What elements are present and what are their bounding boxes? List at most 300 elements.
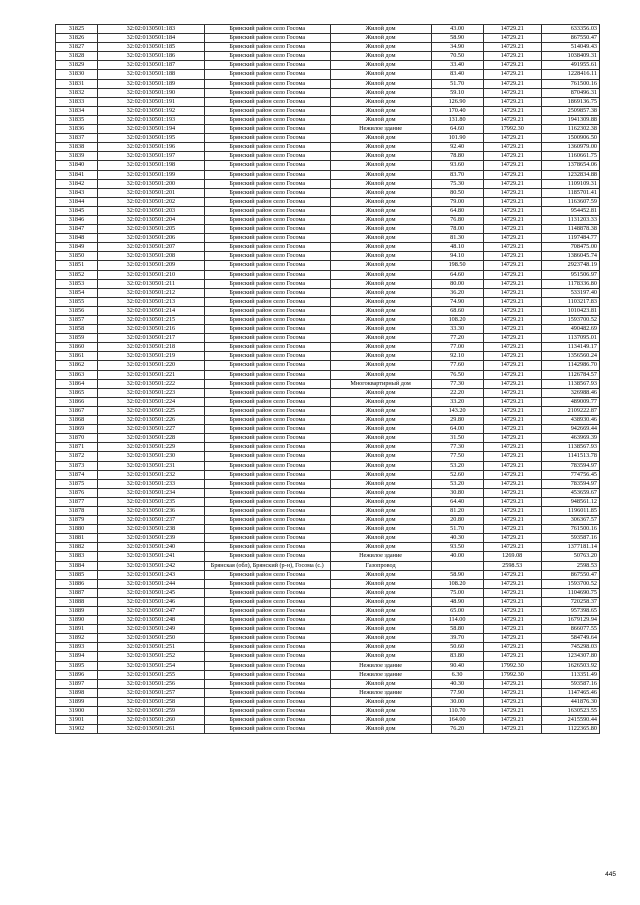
cell-value: 954452.81 (541, 206, 599, 215)
table-row (56, 61, 600, 70)
cell-row-number: 31851 (56, 261, 98, 270)
cell-area: 29.80 (431, 416, 483, 425)
cell-area (431, 561, 483, 570)
cell-value: 951506.97 (541, 270, 599, 279)
cell-row-number: 31869 (56, 425, 98, 434)
cell-address: Брянский район село Госома (205, 79, 331, 88)
cell-rate: 14729.21 (483, 152, 541, 161)
cell-address: Брянский район село Госома (205, 470, 331, 479)
table-row (56, 661, 600, 670)
cell-value: 761500.16 (541, 79, 599, 88)
cell-value: 1630523.55 (541, 707, 599, 716)
cell-rate: 17992.30 (483, 661, 541, 670)
cell-value: 1500906.50 (541, 134, 599, 143)
cell-row-number: 31849 (56, 243, 98, 252)
cell-value: 1134149.17 (541, 343, 599, 352)
cell-area: 58.80 (431, 625, 483, 634)
table-row (56, 670, 600, 679)
cell-area: 64.60 (431, 125, 483, 134)
cell-object-type: Жилой дом (330, 652, 431, 661)
cell-rate: 14729.21 (483, 607, 541, 616)
cell-value: 1010423.81 (541, 306, 599, 315)
cell-row-number: 31860 (56, 343, 98, 352)
cell-area: 77.30 (431, 379, 483, 388)
table-row (56, 388, 600, 397)
cell-rate: 14729.21 (483, 434, 541, 443)
cell-object-type: Жилой дом (330, 215, 431, 224)
cell-cadastral-number: 32:02:0130501:245 (97, 588, 204, 597)
cell-area: 34.90 (431, 43, 483, 52)
cell-object-type: Нежилое здание (330, 670, 431, 679)
cell-area: 68.60 (431, 306, 483, 315)
cell-row-number: 31866 (56, 397, 98, 406)
cell-rate: 14729.21 (483, 361, 541, 370)
cell-address: Брянский район село Госома (205, 488, 331, 497)
cell-value: 1196011.85 (541, 506, 599, 515)
cell-rate: 14729.21 (483, 161, 541, 170)
cell-cadastral-number: 32:02:0130501:196 (97, 143, 204, 152)
cell-rate: 14729.21 (483, 279, 541, 288)
cell-value: 441876.30 (541, 697, 599, 706)
table-row (56, 252, 600, 261)
cell-area: 43.00 (431, 25, 483, 34)
cell-address: Брянский район село Госома (205, 552, 331, 561)
table-row (56, 679, 600, 688)
cell-object-type: Жилой дом (330, 543, 431, 552)
cell-address: Брянский район село Госома (205, 106, 331, 115)
cell-address: Брянский район село Госома (205, 288, 331, 297)
cell-object-type: Жилой дом (330, 225, 431, 234)
cell-row-number: 31853 (56, 279, 98, 288)
table-row (56, 588, 600, 597)
cell-object-type: Жилой дом (330, 106, 431, 115)
cell-area: 39.70 (431, 634, 483, 643)
cell-address: Брянский район село Госома (205, 616, 331, 625)
cell-row-number: 31877 (56, 497, 98, 506)
cell-cadastral-number: 32:02:0130501:208 (97, 252, 204, 261)
cell-row-number: 31842 (56, 179, 98, 188)
cell-address: Брянский район село Госома (205, 579, 331, 588)
cell-object-type: Жилой дом (330, 161, 431, 170)
cell-area: 20.80 (431, 516, 483, 525)
cell-cadastral-number: 32:02:0130501:220 (97, 361, 204, 370)
cell-value: 1148878.38 (541, 225, 599, 234)
cell-row-number: 31825 (56, 25, 98, 34)
cell-row-number: 31858 (56, 325, 98, 334)
cell-cadastral-number: 32:02:0130501:207 (97, 243, 204, 252)
cell-rate: 14729.21 (483, 106, 541, 115)
cell-object-type: Жилой дом (330, 470, 431, 479)
cell-area: 79.00 (431, 197, 483, 206)
cell-object-type: Жилой дом (330, 334, 431, 343)
cell-address: Брянский район село Госома (205, 516, 331, 525)
table-row (56, 279, 600, 288)
cell-row-number: 31898 (56, 688, 98, 697)
cell-value: 113351.49 (541, 670, 599, 679)
cell-area: 75.30 (431, 179, 483, 188)
cell-address: Брянский район село Госома (205, 179, 331, 188)
table-row (56, 488, 600, 497)
cell-area: 40.00 (431, 552, 483, 561)
cell-area: 59.10 (431, 88, 483, 97)
cell-value: 463969.39 (541, 434, 599, 443)
cell-address: Брянский район село Госома (205, 279, 331, 288)
cell-address: Брянский район село Госома (205, 34, 331, 43)
cell-object-type: Жилой дом (330, 143, 431, 152)
cell-area: 94.10 (431, 252, 483, 261)
cell-value: 489009.77 (541, 397, 599, 406)
cell-address: Брянский район село Госома (205, 543, 331, 552)
cell-object-type: Жилой дом (330, 607, 431, 616)
cell-rate: 14729.21 (483, 506, 541, 515)
cell-value: 2923748.19 (541, 261, 599, 270)
cell-rate: 14729.21 (483, 643, 541, 652)
cell-object-type: Жилой дом (330, 388, 431, 397)
cell-address: Брянский район село Госома (205, 506, 331, 515)
cell-value: 745298.03 (541, 643, 599, 652)
cell-rate: 14729.21 (483, 334, 541, 343)
cell-address: Брянский район село Госома (205, 416, 331, 425)
cell-rate: 1269.08 (483, 552, 541, 561)
cell-cadastral-number: 32:02:0130501:238 (97, 525, 204, 534)
cell-value: 1377181.14 (541, 543, 599, 552)
cell-rate: 14729.21 (483, 543, 541, 552)
cell-value: 1162302.38 (541, 125, 599, 134)
cell-value: 1197484.77 (541, 234, 599, 243)
cell-object-type: Жилой дом (330, 570, 431, 579)
cell-area: 164.00 (431, 716, 483, 725)
cell-rate: 14729.21 (483, 652, 541, 661)
cell-rate: 14729.21 (483, 206, 541, 215)
cell-object-type: Нежилое здание (330, 125, 431, 134)
cell-value: 1178336.80 (541, 279, 599, 288)
cell-area: 52.60 (431, 470, 483, 479)
cell-area: 92.10 (431, 352, 483, 361)
cell-value: 870496.31 (541, 88, 599, 97)
cell-area: 40.30 (431, 534, 483, 543)
cell-area: 170.40 (431, 106, 483, 115)
table-row (56, 79, 600, 88)
cell-rate: 14729.21 (483, 170, 541, 179)
cell-cadastral-number: 32:02:0130501:250 (97, 634, 204, 643)
table-row (56, 161, 600, 170)
table-row (56, 115, 600, 124)
table-row (56, 416, 600, 425)
cell-object-type: Жилой дом (330, 288, 431, 297)
cell-object-type: Жилой дом (330, 516, 431, 525)
cell-rate: 14729.21 (483, 61, 541, 70)
table-row (56, 461, 600, 470)
cell-area: 92.40 (431, 143, 483, 152)
cell-value: 1141513.78 (541, 452, 599, 461)
cell-cadastral-number: 32:02:0130501:225 (97, 406, 204, 415)
cell-row-number: 31830 (56, 70, 98, 79)
cell-rate: 14729.21 (483, 197, 541, 206)
cell-area: 33.20 (431, 397, 483, 406)
cell-rate: 14729.21 (483, 488, 541, 497)
cell-cadastral-number: 32:02:0130501:205 (97, 225, 204, 234)
cell-cadastral-number: 32:02:0130501:257 (97, 688, 204, 697)
table-row (56, 25, 600, 34)
cell-object-type: Жилой дом (330, 88, 431, 97)
cell-cadastral-number: 32:02:0130501:230 (97, 452, 204, 461)
cell-value: 720258.37 (541, 597, 599, 606)
cell-cadastral-number: 32:02:0130501:254 (97, 661, 204, 670)
cell-address: Брянский район село Госома (205, 697, 331, 706)
cell-rate: 14729.21 (483, 297, 541, 306)
cell-address: Брянский район село Госома (205, 52, 331, 61)
cell-value: 1593700.52 (541, 316, 599, 325)
cell-row-number: 31867 (56, 406, 98, 415)
cell-area: 83.80 (431, 652, 483, 661)
cadastral-table-body (56, 25, 600, 734)
cell-rate: 14729.21 (483, 261, 541, 270)
cell-object-type: Жилой дом (330, 434, 431, 443)
cell-row-number: 31892 (56, 634, 98, 643)
cell-address: Брянский район село Госома (205, 197, 331, 206)
cell-cadastral-number: 32:02:0130501:247 (97, 607, 204, 616)
table-row (56, 634, 600, 643)
cell-row-number: 31828 (56, 52, 98, 61)
cell-rate: 14729.21 (483, 70, 541, 79)
cell-address: Брянская (обл), Брянский (р-н), Госома (с.) (205, 561, 331, 570)
cell-cadastral-number: 32:02:0130501:251 (97, 643, 204, 652)
cell-rate: 14729.21 (483, 52, 541, 61)
cell-rate: 14729.21 (483, 288, 541, 297)
cell-rate: 14729.21 (483, 697, 541, 706)
cell-object-type: Жилой дом (330, 525, 431, 534)
table-row (56, 297, 600, 306)
table-row (56, 497, 600, 506)
table-row (56, 470, 600, 479)
cell-rate: 14729.21 (483, 370, 541, 379)
cell-area: 74.90 (431, 297, 483, 306)
cell-value: 1138567.93 (541, 379, 599, 388)
cell-cadastral-number: 32:02:0130501:213 (97, 297, 204, 306)
cell-cadastral-number: 32:02:0130501:235 (97, 497, 204, 506)
table-row (56, 170, 600, 179)
cell-area: 40.30 (431, 679, 483, 688)
cell-object-type: Жилой дом (330, 206, 431, 215)
cell-value: 942669.44 (541, 425, 599, 434)
cell-value: 867550.47 (541, 570, 599, 579)
table-row (56, 270, 600, 279)
cell-row-number: 31895 (56, 661, 98, 670)
cell-cadastral-number: 32:02:0130501:212 (97, 288, 204, 297)
cell-object-type: Жилой дом (330, 152, 431, 161)
cell-object-type: Многоквартирный дом (330, 379, 431, 388)
cell-area: 80.00 (431, 279, 483, 288)
cell-area: 48.10 (431, 243, 483, 252)
cell-object-type: Жилой дом (330, 270, 431, 279)
cell-area: 76.50 (431, 370, 483, 379)
table-row (56, 506, 600, 515)
cell-row-number: 31865 (56, 388, 98, 397)
cell-cadastral-number: 32:02:0130501:215 (97, 316, 204, 325)
table-row (56, 334, 600, 343)
table-row (56, 607, 600, 616)
cell-object-type: Жилой дом (330, 25, 431, 34)
cell-row-number: 31887 (56, 588, 98, 597)
cell-object-type: Нежилое здание (330, 552, 431, 561)
cell-area: 101.90 (431, 134, 483, 143)
cell-object-type: Жилой дом (330, 261, 431, 270)
cell-value: 1131203.33 (541, 215, 599, 224)
table-row (56, 579, 600, 588)
table-row (56, 552, 600, 561)
cell-value: 1232834.88 (541, 170, 599, 179)
cell-row-number: 31846 (56, 215, 98, 224)
table-row (56, 434, 600, 443)
cell-row-number: 31900 (56, 707, 98, 716)
cell-cadastral-number: 32:02:0130501:216 (97, 325, 204, 334)
cell-row-number: 31868 (56, 416, 98, 425)
cell-object-type: Жилой дом (330, 625, 431, 634)
cell-cadastral-number: 32:02:0130501:246 (97, 597, 204, 606)
cell-row-number: 31844 (56, 197, 98, 206)
table-row (56, 625, 600, 634)
cell-cadastral-number: 32:02:0130501:224 (97, 397, 204, 406)
cell-area: 75.00 (431, 588, 483, 597)
cell-object-type: Жилой дом (330, 79, 431, 88)
cell-rate: 14729.21 (483, 425, 541, 434)
cell-value: 1593700.52 (541, 579, 599, 588)
cell-row-number: 31862 (56, 361, 98, 370)
table-row (56, 143, 600, 152)
cell-area: 36.20 (431, 288, 483, 297)
cell-rate: 14729.21 (483, 634, 541, 643)
cell-cadastral-number: 32:02:0130501:185 (97, 43, 204, 52)
cell-address: Брянский район село Госома (205, 25, 331, 34)
cell-rate: 14729.21 (483, 497, 541, 506)
cell-object-type: Жилой дом (330, 452, 431, 461)
cell-rate: 14729.21 (483, 88, 541, 97)
cell-value: 1109109.31 (541, 179, 599, 188)
cell-object-type: Жилой дом (330, 134, 431, 143)
cell-area: 114.00 (431, 616, 483, 625)
cell-area: 64.60 (431, 270, 483, 279)
cell-address: Брянский район село Госома (205, 525, 331, 534)
table-row (56, 479, 600, 488)
cell-rate: 14729.21 (483, 397, 541, 406)
cell-row-number: 31894 (56, 652, 98, 661)
cell-area: 48.90 (431, 597, 483, 606)
cell-cadastral-number: 32:02:0130501:242 (97, 561, 204, 570)
page-number: 445 (605, 871, 616, 878)
cell-area: 83.40 (431, 70, 483, 79)
cell-rate: 14729.21 (483, 570, 541, 579)
table-row (56, 616, 600, 625)
cell-cadastral-number: 32:02:0130501:261 (97, 725, 204, 734)
cell-address: Брянский район село Госома (205, 570, 331, 579)
table-row (56, 343, 600, 352)
cell-row-number: 31882 (56, 543, 98, 552)
cell-area: 110.70 (431, 707, 483, 716)
cell-address: Брянский район село Госома (205, 43, 331, 52)
cell-row-number: 31886 (56, 579, 98, 588)
cell-cadastral-number: 32:02:0130501:197 (97, 152, 204, 161)
cell-value: 1163607.59 (541, 197, 599, 206)
cell-cadastral-number: 32:02:0130501:248 (97, 616, 204, 625)
cell-rate: 14729.21 (483, 134, 541, 143)
cell-rate: 14729.21 (483, 379, 541, 388)
cell-area: 81.30 (431, 234, 483, 243)
cell-cadastral-number: 32:02:0130501:217 (97, 334, 204, 343)
cell-value: 1104690.75 (541, 588, 599, 597)
cell-value: 1941309.88 (541, 115, 599, 124)
table-row (56, 370, 600, 379)
cell-area: 143.20 (431, 406, 483, 415)
cell-cadastral-number: 32:02:0130501:226 (97, 416, 204, 425)
cell-value: 1356560.24 (541, 352, 599, 361)
cell-rate: 14729.21 (483, 579, 541, 588)
cell-cadastral-number: 32:02:0130501:231 (97, 461, 204, 470)
table-row (56, 261, 600, 270)
cell-cadastral-number: 32:02:0130501:183 (97, 25, 204, 34)
cell-address: Брянский район село Госома (205, 152, 331, 161)
cell-address: Брянский район село Госома (205, 607, 331, 616)
table-row (56, 406, 600, 415)
cell-cadastral-number: 32:02:0130501:233 (97, 479, 204, 488)
cell-cadastral-number: 32:02:0130501:194 (97, 125, 204, 134)
table-row (56, 443, 600, 452)
cell-object-type: Жилой дом (330, 443, 431, 452)
cell-value: 867550.47 (541, 34, 599, 43)
cell-row-number: 31885 (56, 570, 98, 579)
cell-address: Брянский район село Госома (205, 252, 331, 261)
table-row (56, 179, 600, 188)
cell-address: Брянский район село Госома (205, 479, 331, 488)
cell-value: 2109222.87 (541, 406, 599, 415)
cell-row-number: 31902 (56, 725, 98, 734)
cell-rate: 14729.21 (483, 616, 541, 625)
cell-cadastral-number: 32:02:0130501:199 (97, 170, 204, 179)
cell-value: 306367.57 (541, 516, 599, 525)
cell-row-number: 31893 (56, 643, 98, 652)
cell-row-number: 31864 (56, 379, 98, 388)
cell-rate: 14729.21 (483, 225, 541, 234)
cell-object-type: Жилой дом (330, 725, 431, 734)
cell-area: 77.30 (431, 443, 483, 452)
cell-value: 584749.64 (541, 634, 599, 643)
cell-area: 64.40 (431, 497, 483, 506)
cell-rate: 14729.21 (483, 179, 541, 188)
cell-area: 22.20 (431, 388, 483, 397)
cell-rate: 14729.21 (483, 679, 541, 688)
cell-row-number: 31840 (56, 161, 98, 170)
cell-value: 2509857.38 (541, 106, 599, 115)
cell-object-type: Жилой дом (330, 170, 431, 179)
cell-row-number: 31837 (56, 134, 98, 143)
cell-area: 78.80 (431, 152, 483, 161)
table-row (56, 43, 600, 52)
cell-value: 1679129.94 (541, 616, 599, 625)
cell-row-number: 31875 (56, 479, 98, 488)
cell-object-type: Жилой дом (330, 43, 431, 52)
table-row (56, 570, 600, 579)
cell-row-number: 31857 (56, 316, 98, 325)
cell-rate: 14729.21 (483, 388, 541, 397)
cell-address: Брянский район село Госома (205, 725, 331, 734)
cell-address: Брянский район село Госома (205, 297, 331, 306)
cell-row-number: 31845 (56, 206, 98, 215)
cell-address: Брянский район село Госома (205, 361, 331, 370)
cell-object-type: Жилой дом (330, 316, 431, 325)
cell-rate: 14729.21 (483, 461, 541, 470)
cell-cadastral-number: 32:02:0130501:209 (97, 261, 204, 270)
cell-object-type: Жилой дом (330, 297, 431, 306)
cell-address: Брянский район село Госома (205, 661, 331, 670)
